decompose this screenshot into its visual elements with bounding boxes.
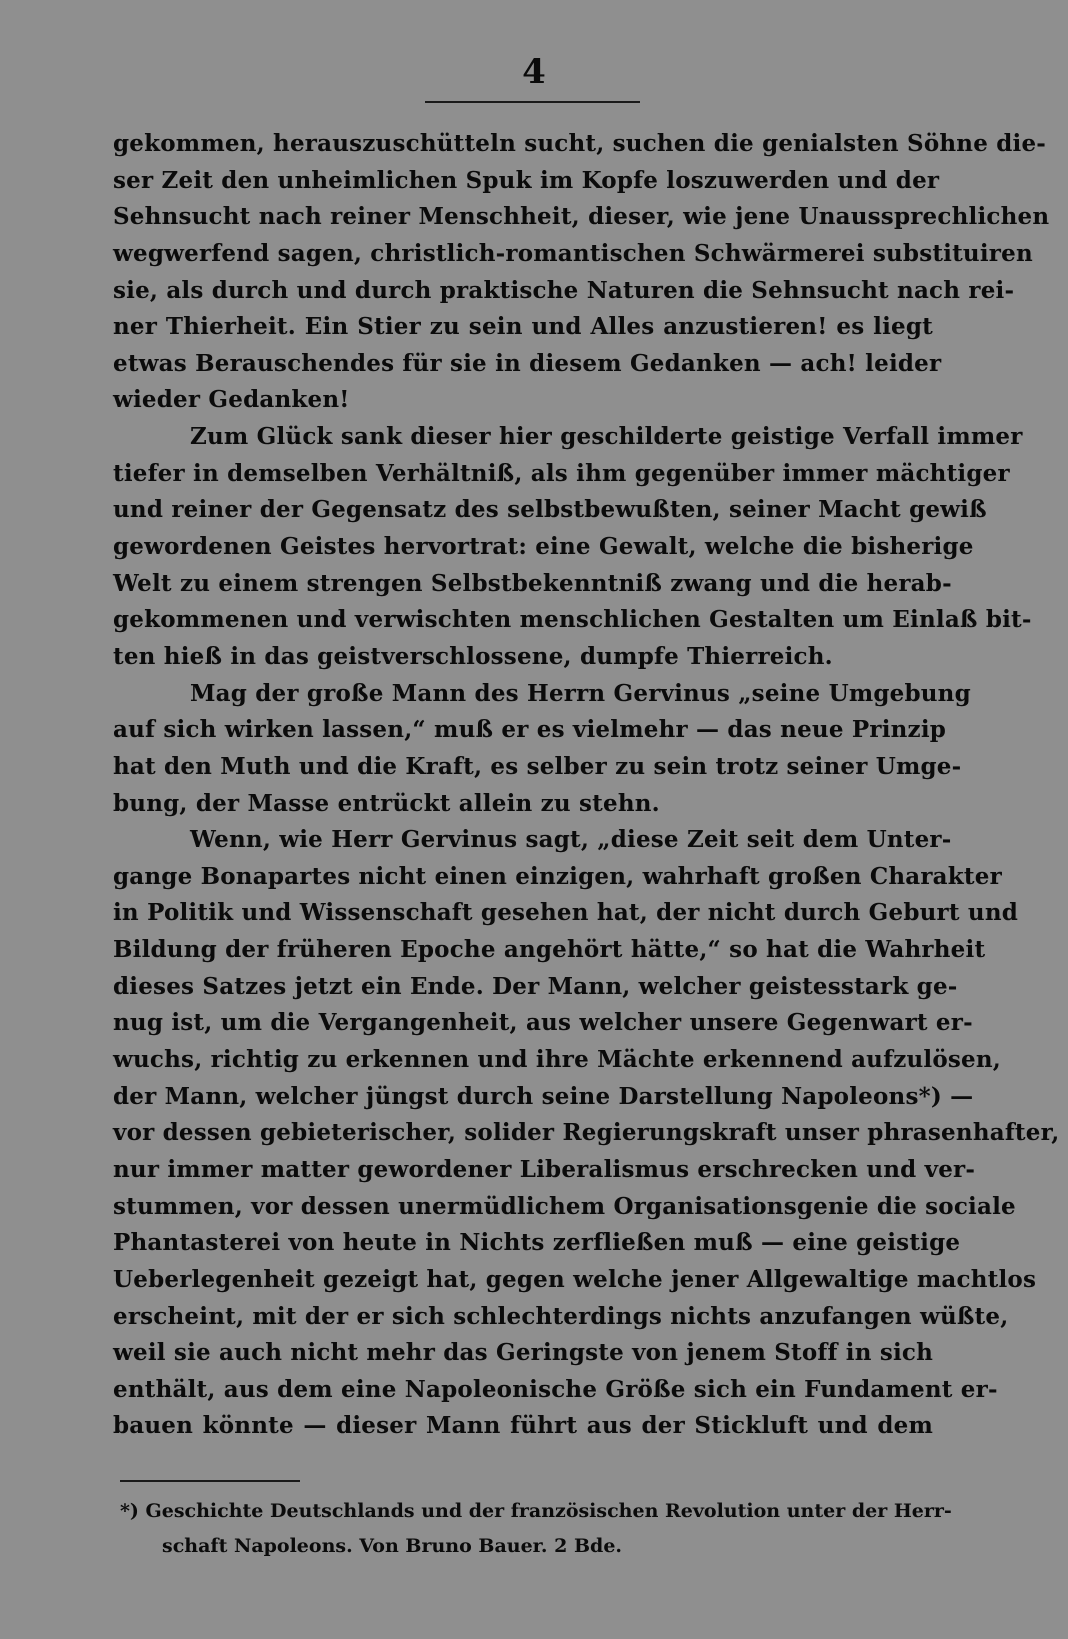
text-line: bung, der Masse entrückt allein zu stehn. (113, 789, 660, 817)
text-line: etwas Berauschendes für sie in diesem Gedanken — ach! leider (113, 349, 942, 377)
text-line: weil sie auch nicht mehr das Geringste von jenem Stoff in sich (113, 1339, 934, 1367)
text-line: auf sich wirken lassen,“ muß er es vielmehr — das neue Prinzip (113, 716, 947, 744)
header-rule (425, 101, 640, 103)
text-line: dieses Satzes jetzt ein Ende. Der Mann, welcher geistesstark ge- (113, 972, 958, 1000)
text-line: nug ist, um die Vergangenheit, aus welcher unsere Gegenwart er- (113, 1009, 973, 1037)
text-line: wegwerfend sagen, christlich-romantischen Schwärmerei substituiren (113, 239, 1033, 267)
text-line: Zum Glück sank dieser hier geschilderte geistige Verfall immer (190, 423, 1023, 451)
page-number: 4 (522, 52, 546, 92)
footnote-rule (120, 1480, 300, 1482)
text-line: bauen könnte — dieser Mann führt aus der Stickluft und dem (113, 1412, 933, 1440)
text-line: wuchs, richtig zu erkennen und ihre Mächte erkennend aufzulösen, (113, 1046, 1001, 1074)
text-line: enthält, aus dem eine Napoleonische Größe sich ein Fundament er- (113, 1375, 998, 1403)
text-line: in Politik und Wissenschaft gesehen hat, der nicht durch Geburt und (113, 899, 1019, 927)
text-line: stummen, vor dessen unermüdlichem Organisationsgenie die sociale (113, 1192, 1016, 1220)
text-line: gekommenen und verwischten menschlichen Gestalten um Einlaß bit- (113, 606, 1032, 634)
footnote-line: schaft Napoleons. Von Bruno Bauer. 2 Bde. (162, 1535, 623, 1557)
text-line: erscheint, mit der er sich schlechterdings nichts anzufangen wüßte, (113, 1302, 1009, 1330)
text-line: Bildung der früheren Epoche angehört hätte,“ so hat die Wahrheit (113, 936, 986, 964)
text-line: nur immer matter gewordener Liberalismus erschrecken und ver- (113, 1155, 976, 1183)
text-line: gange Bonapartes nicht einen einzigen, wahrhaft großen Charakter (113, 862, 1002, 890)
text-line: ner Thierheit. Ein Stier zu sein und Alles anzustieren! es liegt (113, 313, 933, 341)
footnote-line: *) Geschichte Deutschlands und der französischen Revolution unter der Herr- (120, 1500, 952, 1522)
text-line: sie, als durch und durch praktische Naturen die Sehnsucht nach rei- (113, 276, 1015, 304)
text-line: Wenn, wie Herr Gervinus sagt, „diese Zeit seit dem Unter- (190, 826, 952, 854)
text-line: tiefer in demselben Verhältniß, als ihm gegenüber immer mächtiger (113, 459, 1010, 487)
text-line: Welt zu einem strengen Selbstbekenntniß zwang und die herab- (113, 569, 952, 597)
text-line: hat den Muth und die Kraft, es selber zu sein trotz seiner Umge- (113, 752, 962, 780)
text-line: wieder Gedanken! (113, 386, 350, 414)
text-line: ser Zeit den unheimlichen Spuk im Kopfe loszuwerden und der (113, 166, 940, 194)
text-line: Sehnsucht nach reiner Menschheit, dieser, wie jene Unaussprechlichen (113, 203, 1050, 231)
text-line: Phantasterei von heute in Nichts zerfließen muß — eine geistige (113, 1229, 961, 1257)
text-line: ten hieß in das geistverschlossene, dumpfe Thierreich. (113, 642, 833, 670)
footnote (120, 1494, 952, 1564)
body-text (113, 126, 1060, 1445)
text-line: der Mann, welcher jüngst durch seine Darstellung Napoleons*) — (113, 1082, 974, 1110)
text-line: Ueberlegenheit gezeigt hat, gegen welche jener Allgewaltige machtlos (113, 1265, 1037, 1293)
text-line: vor dessen gebieterischer, solider Regierungskraft unser phrasenhafter, (113, 1119, 1060, 1147)
text-line: und reiner der Gegensatz des selbstbewußten, seiner Macht gewiß (113, 496, 987, 524)
text-line: gekommen, herauszuschütteln sucht, suchen die genialsten Söhne die- (113, 130, 1047, 157)
text-line: Mag der große Mann des Herrn Gervinus „seine Umgebung (190, 679, 971, 707)
text-line: gewordenen Geistes hervortrat: eine Gewalt, welche die bisherige (113, 533, 974, 561)
